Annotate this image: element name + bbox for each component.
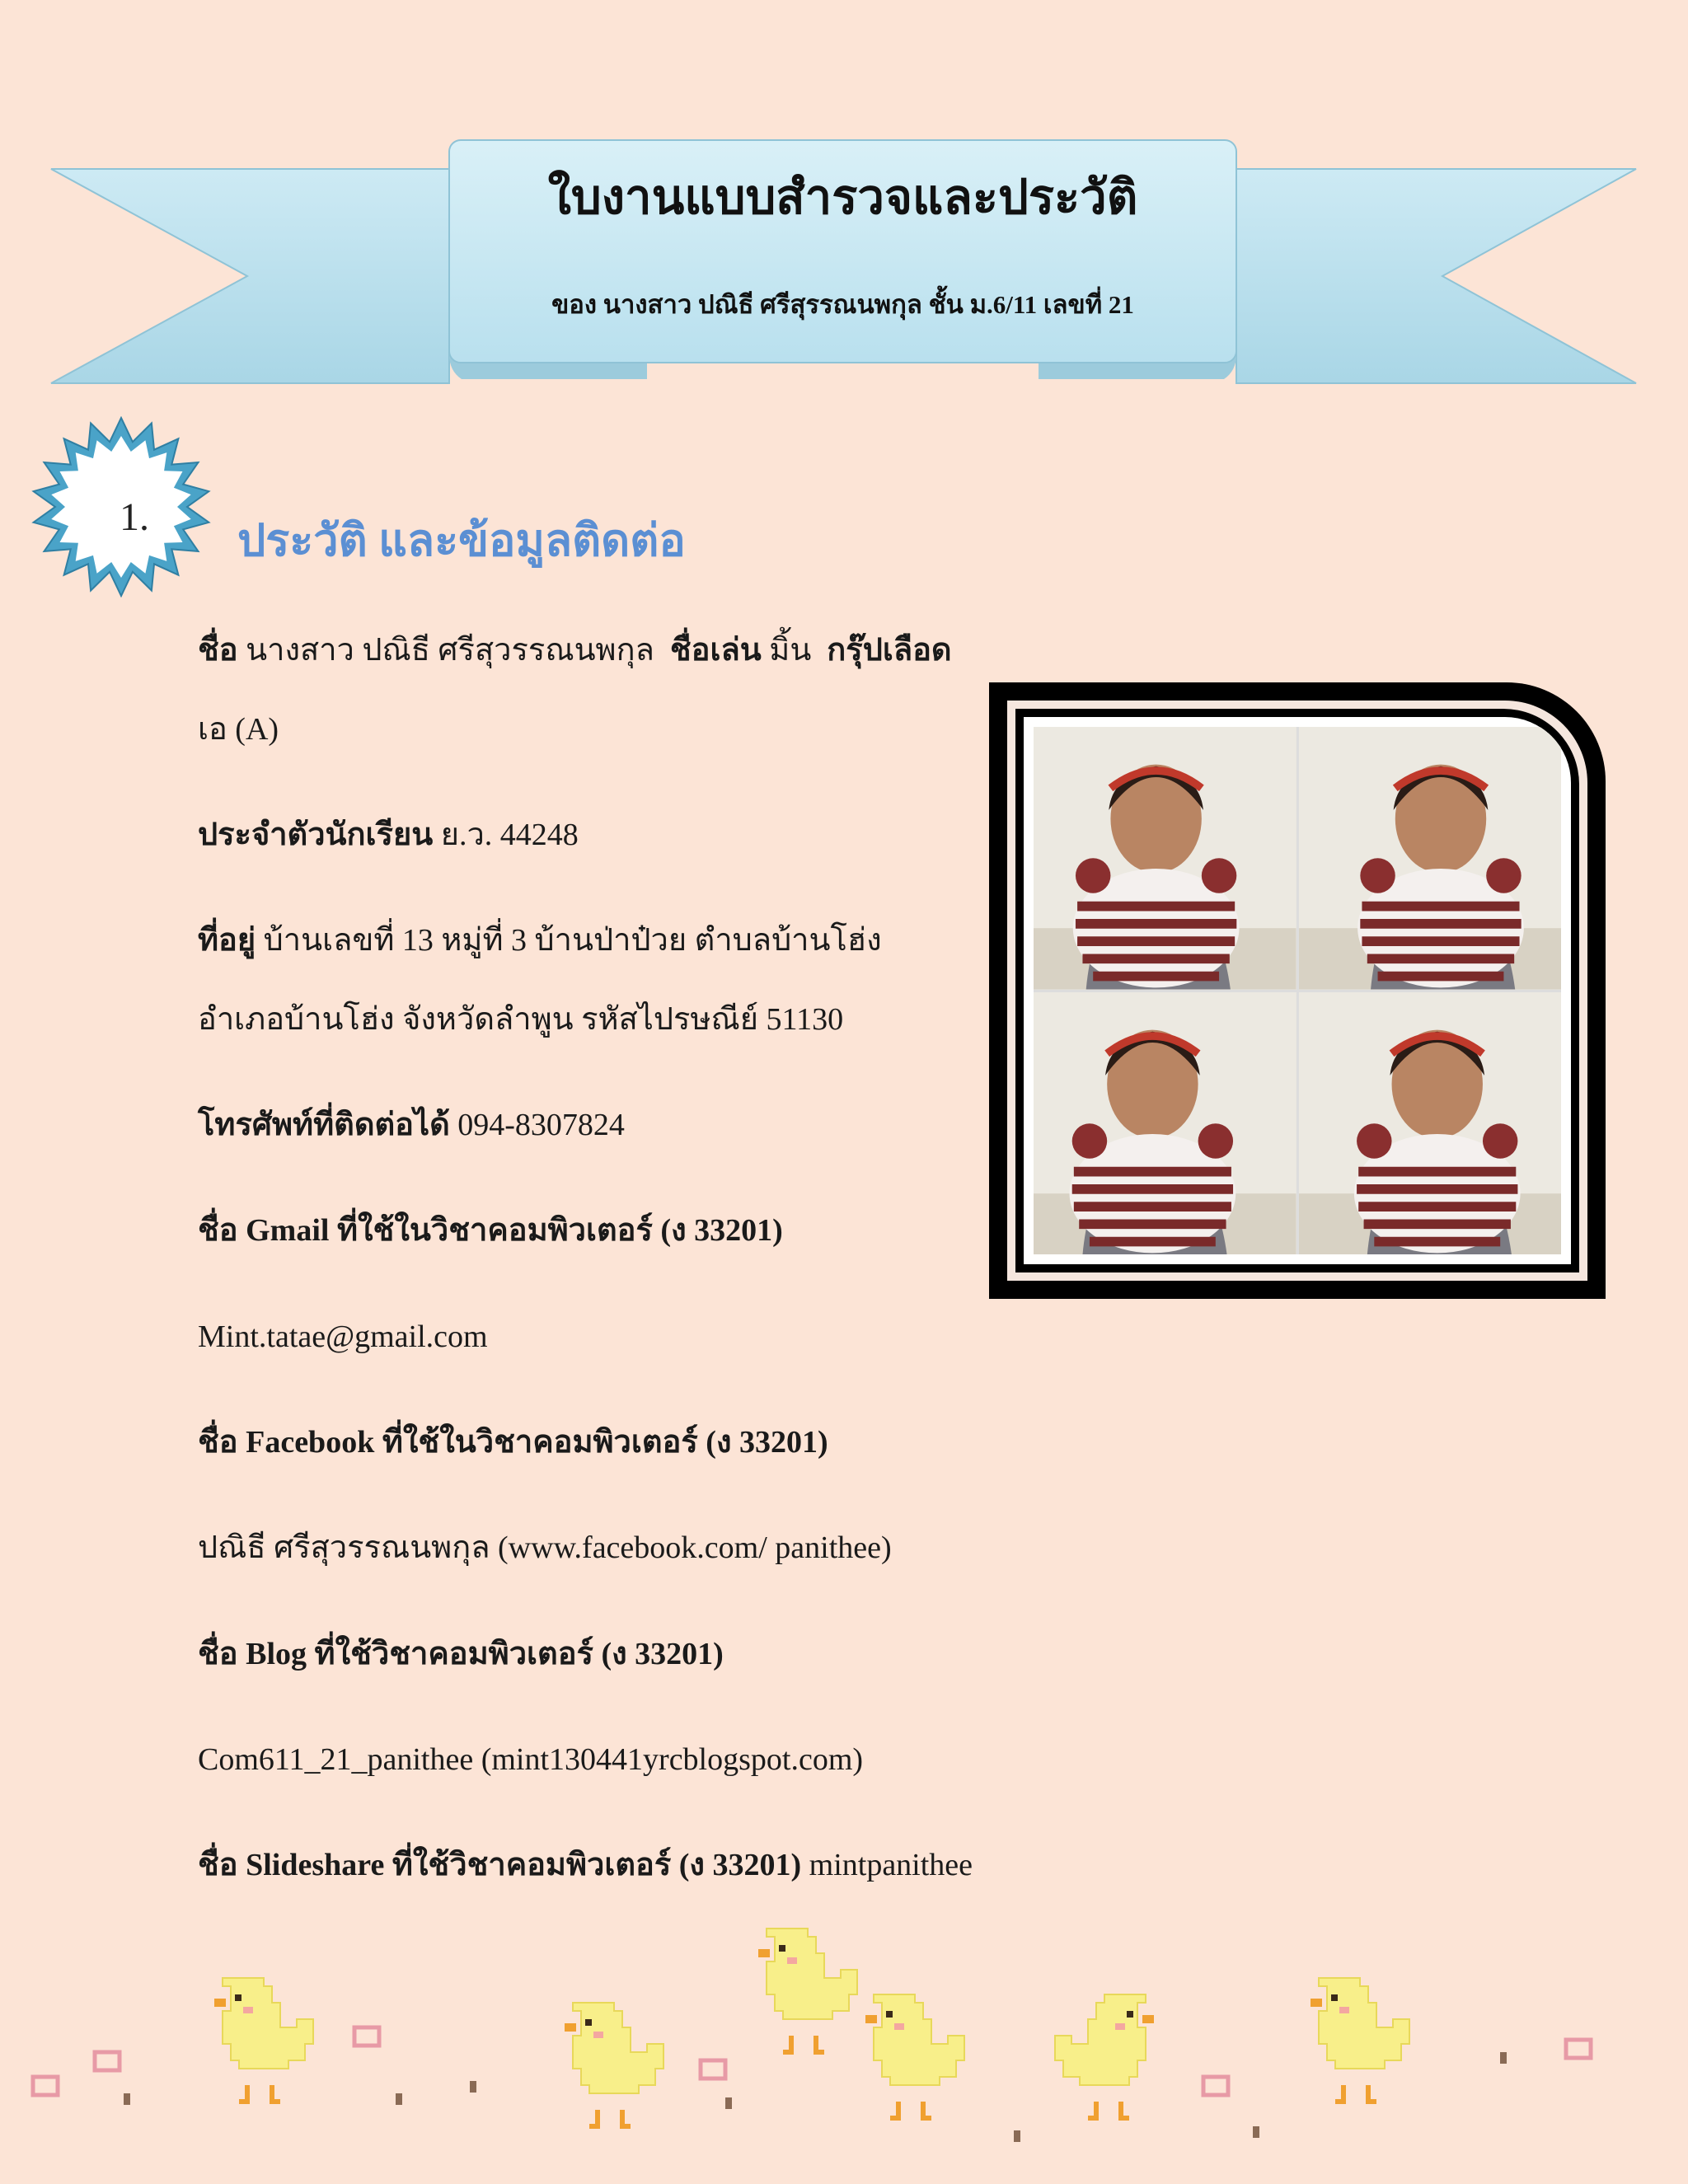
pixel-sparkle-icon [124,2093,130,2105]
pixel-sparkle-icon [1014,2130,1020,2142]
pixel-sparkle-icon [396,2093,402,2105]
blood-value: เอ (A) [198,712,279,747]
blog-label [198,1638,724,1670]
pixel-chick-icon [758,1929,857,2052]
gmail-label [198,1215,783,1246]
footer-chicks [0,1896,1688,2184]
name-line [198,635,952,666]
pixel-sparkle-icon [95,2052,120,2070]
student-id-label: ประจำตัวนักเรียน [198,818,434,852]
facebook-label [198,1427,828,1458]
pixel-sparkle-icon [1253,2126,1259,2138]
phone-label: โทรศัพท์ที่ติดต่อได้ [198,1108,450,1142]
photo-collage [1034,727,1561,1254]
pixel-chick-icon [1311,1978,1409,2102]
address-line [198,925,882,956]
nickname-value: มิ้น [769,633,812,668]
banner-title: ใบงานแบบสำรวจและประวัติ [547,171,1138,224]
slideshare-label: ชื่อ Slideshare ที่ใช้วิชาคอมพิวเตอร์ (ง 33201) [198,1848,802,1882]
student-id-value: ย.ว. 44248 [440,818,579,852]
facebook-value: ปณิธี ศรีสุวรรณนพกุล (www.facebook.com/ panithee) [198,1530,892,1565]
pixel-chick-icon [565,2003,663,2126]
photo-frame [989,682,1606,1299]
banner-subtitle: ของ นางสาว ปณิธี ศรีสุรรณนพกุล ชั้น ม.6/11 เลขที่ 21 [551,290,1134,319]
pixel-sparkle-icon [701,2060,725,2079]
slideshare-value: mintpanithee [809,1848,973,1882]
section-number: 1. [120,495,149,539]
photo-2 [1299,727,1562,990]
pixel-chick-icon [865,1994,964,2118]
gmail-value: Mint.tatae@gmail.com [198,1319,488,1354]
photo-1 [1034,727,1296,990]
address-line1: บ้านเลขที่ 13 หมู่ที่ 3 บ้านป่าป๋วย ตำบลบ้านโฮ่ง [263,923,882,958]
name-value: นางสาว ปณิธี ศรีสุวรรณนพกุล [246,633,654,668]
phone-value: 094-8307824 [457,1108,625,1142]
address-line2: อำเภอบ้านโฮ่ง จังหวัดลำพูน รหัสไปรษณีย์ 51130 [198,1002,844,1037]
photo-4 [1299,992,1562,1255]
nickname-label: ชื่อเล่น [669,633,762,668]
pixel-sparkle-icon [470,2081,476,2093]
blog-label-text: ชื่อ Blog ที่ใช้วิชาคอมพิวเตอร์ (ง 33201) [198,1637,724,1671]
student-id-line [198,819,579,851]
address-label: ที่อยู่ [198,923,256,958]
pixel-sparkle-icon [1203,2077,1228,2095]
pixel-chick-icon [1055,1994,1154,2118]
facebook-label-text: ชื่อ Facebook ที่ใช้ในวิชาคอมพิวเตอร์ (ง 33201) [198,1425,828,1460]
blog-value: Com611_21_panithee (mint130441yrcblogspot.com) [198,1742,864,1777]
pixel-chick-icon [214,1978,313,2102]
pixel-sparkle-icon [725,2097,732,2109]
pixel-sparkle-icon [354,2027,379,2046]
slideshare-line [198,1849,973,1881]
pixel-sparkle-icon [33,2077,58,2095]
phone-line [198,1109,625,1141]
gmail-label-text: ชื่อ Gmail ที่ใช้ในวิชาคอมพิวเตอร์ (ง 33201) [198,1213,783,1248]
section-title: ประวัติ และข้อมูลติดต่อ [237,516,686,565]
pixel-sparkle-icon [1566,2040,1591,2058]
photo-3 [1034,992,1296,1255]
pixel-sparkle-icon [1500,2052,1507,2064]
name-label: ชื่อ [198,633,238,668]
blood-label: กรุ๊ปเลือด [827,633,952,668]
